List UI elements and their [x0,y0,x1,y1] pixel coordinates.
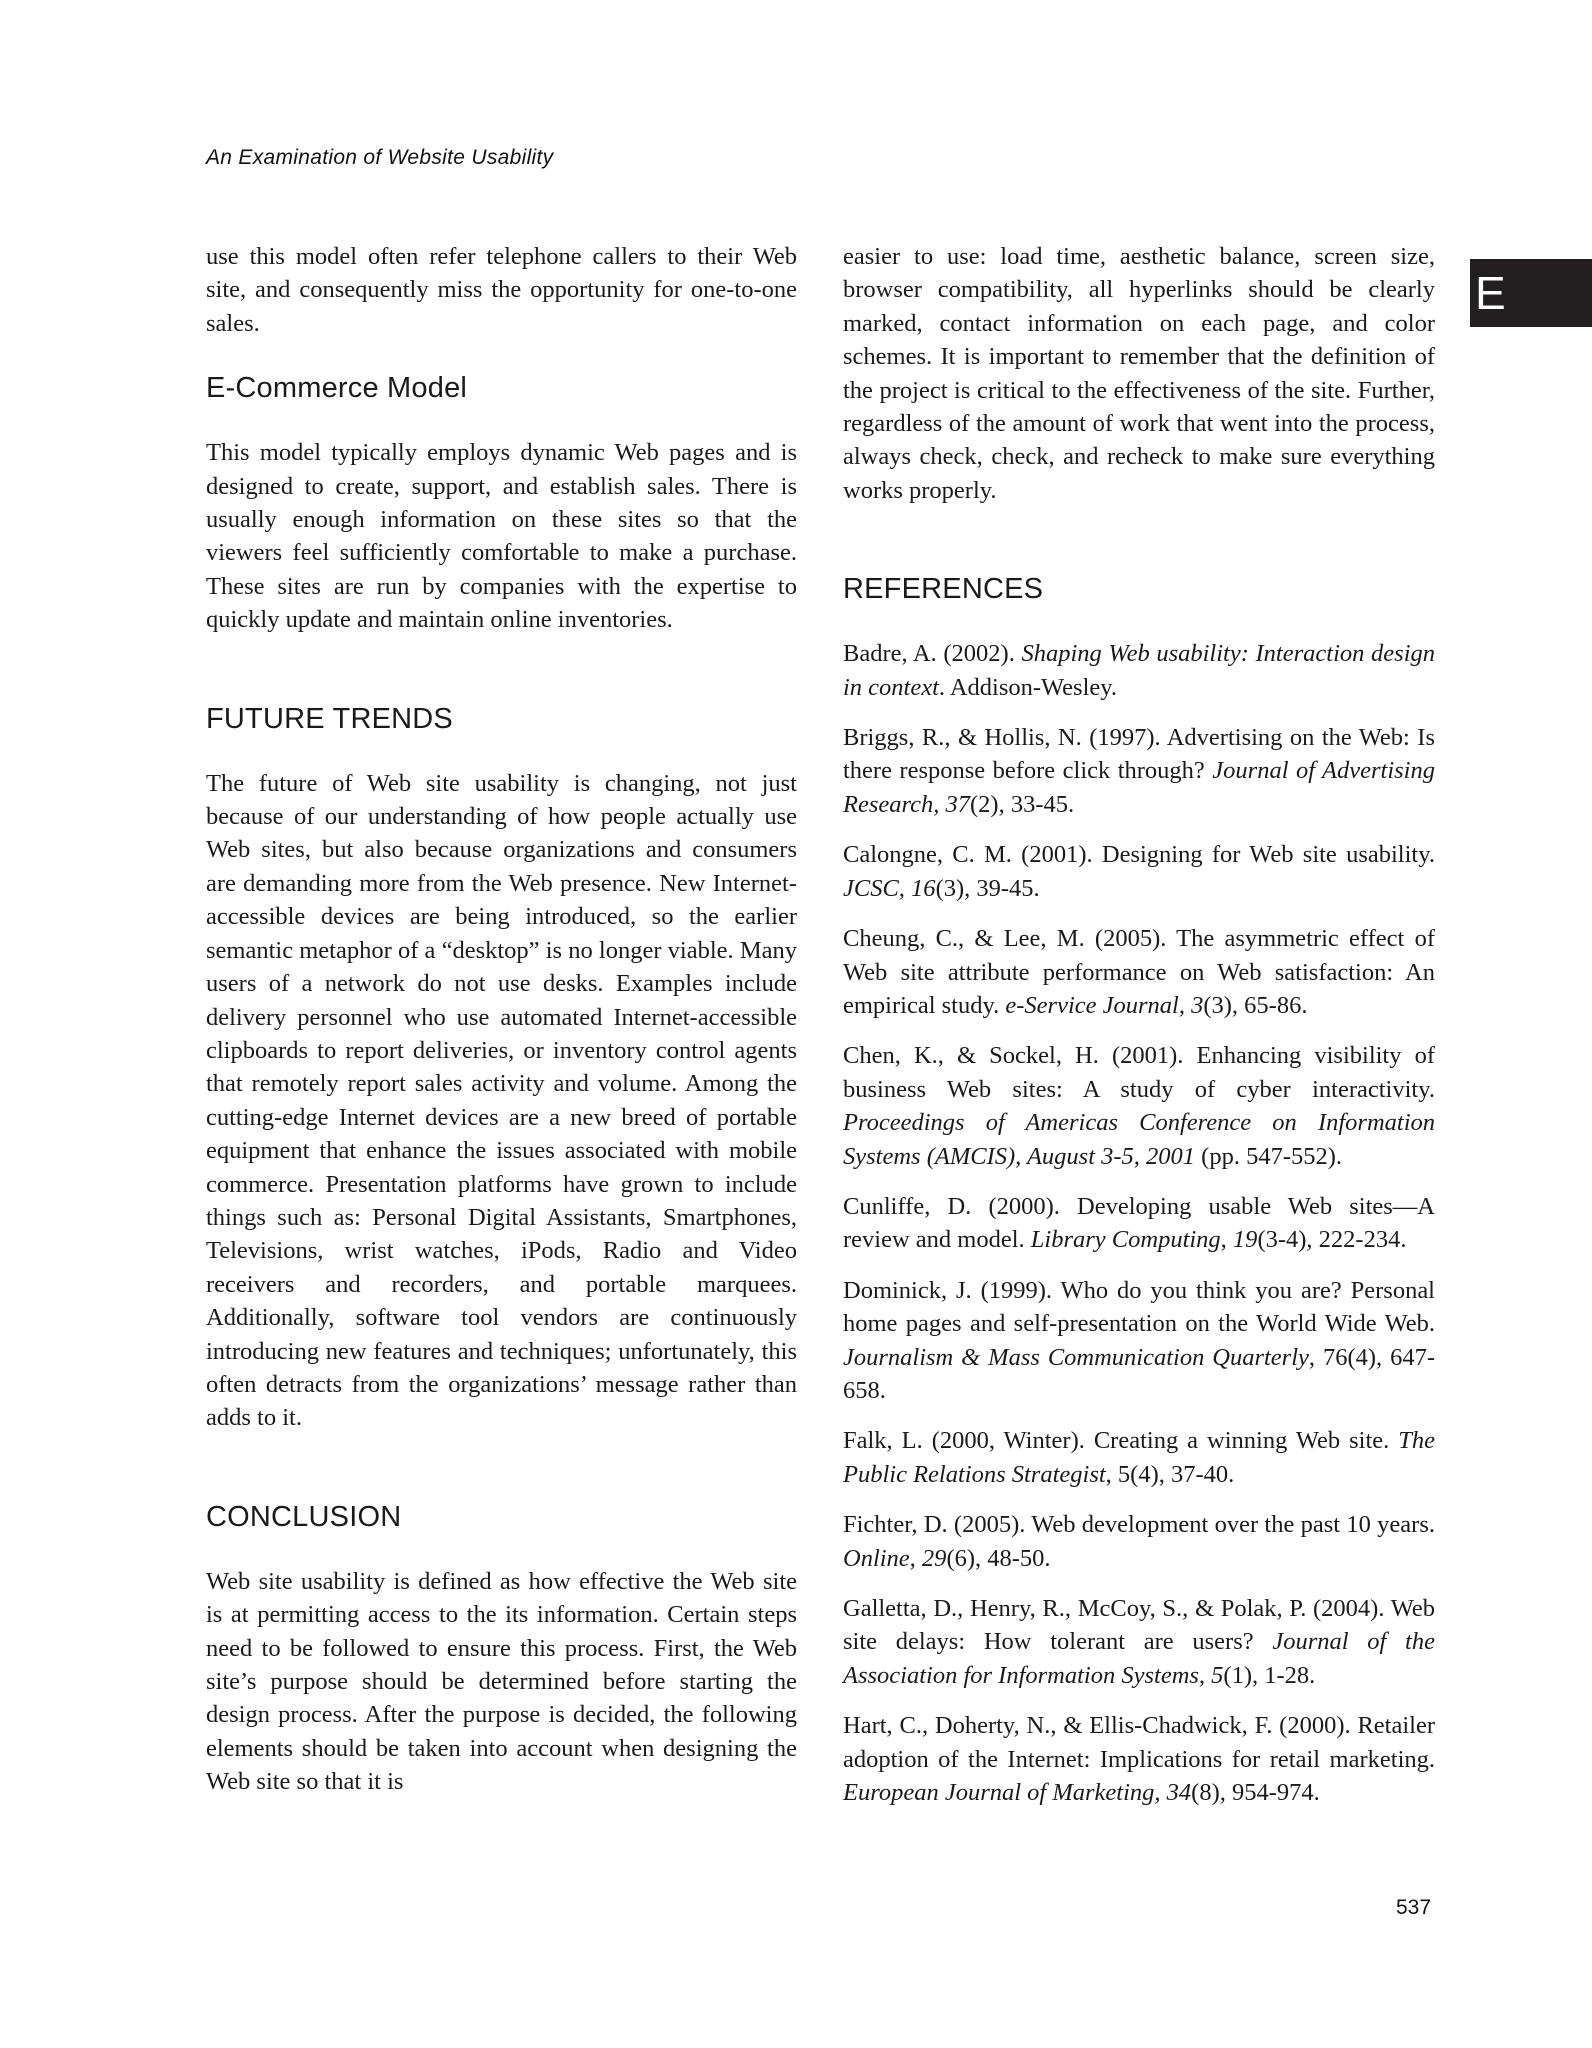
reference-source-title: Journal of the Association for Information Systems, 5 [843,1628,1435,1689]
reference-text: Briggs, R., & Hollis, N. (1997). Advertising on the Web: Is there response before click through? [843,724,1435,785]
conclusion-continued-paragraph: easier to use: load time, aesthetic balance, screen size, browser compatibility, all hyperlinks should be clearly marked, contact information on each page, and color schemes. It is important to remember that the definition of the project is critical to the effectiveness of the site. Further, regardless of the amount of work that went into the process, always check, check, and recheck to make sure everything works properly. [843,243,1435,504]
reference-source-title: European Journal of Marketing, 34 [843,1779,1192,1807]
reference-item [843,1424,1435,1491]
reference-source-title: JCSC, 16 [843,874,936,902]
reference-item [843,1190,1435,1257]
reference-text: Falk, L. (2000, Winter). Creating a winning Web site. [843,1427,1399,1455]
reference-item [843,1709,1435,1809]
reference-source-title: Journal of Advertising Research, 37 [843,757,1435,818]
reference-text: Hart, C., Doherty, N., & Ellis-Chadwick, F. (2000). Retailer adoption of the Internet: Implications for retail marketing. [843,1712,1435,1773]
reference-details: , 5(4), 37-40. [1105,1460,1235,1488]
reference-text: Badre, A. (2002). [843,640,1022,668]
reference-source-title: e-Service Journal, 3 [1005,991,1204,1019]
future-trends-paragraph: The future of Web site usability is changing, not just because of our understanding of how people actually use Web sites, but also because organizations and consumers are demanding more from the Web presence. New Internet-accessible devices are being introduced, so the earlier semantic metaphor of a “desktop” is no longer viable. Many users of a network do not use desks. Examples include delivery personnel who use automated Internet-accessible clipboards to report deliveries, or inventory control agents that remotely report sales activity and volume. Among the cutting-edge Internet devices are a new breed of portable equipment that enhance the issues associated with mobile commerce. Presentation platforms have grown to include things such as: Personal Digital Assistants, Smartphones, Televisions, wrist watches, iPods, Radio and Video receivers and recorders, and portable marquees. Additionally, software tool vendors are continuously introducing new features and techniques; unfortunately, this often detracts from the organizations’ message rather than adds to it. [206,769,797,1432]
reference-text: Galletta, D., Henry, R., McCoy, S., & Polak, P. (2004). Web site delays: How tolerant are users? [843,1595,1435,1656]
reference-source-title: Library Computing, 19 [1030,1226,1258,1254]
ecommerce-paragraph: This model typically employs dynamic Web pages and is designed to create, support, and establish sales. There is usually enough information on these sites so that the viewers feel sufficiently comfortable to make a purchase. These sites are run by companies with the expertise to quickly update and maintain online inventories. [206,439,797,634]
reference-item [843,637,1435,704]
reference-item [843,1274,1435,1408]
reference-text: Cunliffe, D. (2000). Developing usable Web sites—A review and model. [843,1192,1435,1254]
page-number: 537 [1396,1896,1432,1919]
future-trends-heading: FUTURE TRENDS [206,702,453,735]
reference-details: (6), 48-50. [946,1544,1051,1572]
reference-text: Chen, K., & Sockel, H. (2001). Enhancing visibility of business Web sites: A study of cyber interactivity. [843,1042,1435,1103]
reference-source-title: The Public Relations Strategist [843,1427,1435,1488]
reference-details: , 76(4), 647-658. [843,1343,1435,1404]
reference-source-title: Journalism & Mass Communication Quarterly [843,1343,1309,1371]
ecommerce-heading: E-Commerce Model [206,372,468,405]
reference-source-title: Shaping Web usability: Interaction design in context [843,640,1435,701]
reference-source-title: Online, 29 [843,1544,947,1572]
reference-details: (1), 1-28. [1223,1661,1316,1689]
right-column [843,240,1435,1826]
running-title: An Examination of Website Usability [206,146,554,169]
reference-list [843,637,1435,1809]
reference-item [843,1508,1435,1575]
reference-item [843,1592,1435,1692]
reference-item [843,1039,1435,1173]
reference-text: Calongne, C. M. (2001). Designing for Web site usability. [843,841,1435,869]
reference-item [843,721,1435,821]
reference-item [843,838,1435,905]
reference-source-title: Proceedings of Americas Conference on Information Systems (AMCIS), August 3-5, 2001 [843,1109,1435,1170]
reference-details: (3), 39-45. [935,874,1040,902]
reference-text: Cheung, C., & Lee, M. (2005). The asymmetric effect of Web site attribute performance on Web satisfaction: An empirical study. [843,925,1435,1019]
reference-details: (3-4), 222-234. [1257,1226,1407,1254]
reference-text: Dominick, J. (1999). Who do you think you are? Personal home pages and self-presentation on the World Wide Web. [843,1276,1435,1338]
reference-details: . Addison-Wesley. [938,673,1118,701]
conclusion-paragraph: Web site usability is defined as how effective the Web site is at permitting access to the its information. Certain steps need to be followed to ensure this process. First, the Web site’s purpose should be determined before starting the design process. After the purpose is decided, the following elements should be taken into account when designing the Web site so that it is [206,1567,797,1796]
reference-details: (8), 954-974. [1191,1779,1320,1807]
reference-details: (3), 65-86. [1203,991,1308,1019]
reference-details: (pp. 547-552). [1195,1142,1343,1170]
reference-details: (2), 33-45. [970,790,1075,818]
references-heading: REFERENCES [843,573,1044,606]
left-column [206,240,797,1799]
conclusion-heading: CONCLUSION [206,1500,402,1533]
reference-text: Fichter, D. (2005). Web development over the past 10 years. [843,1511,1435,1539]
intro-paragraph: use this model often refer telephone callers to their Web site, and consequently miss the opportunity for one-to-one sales. [206,243,797,337]
section-letter-tab: E [1470,259,1592,327]
reference-item [843,922,1435,1022]
